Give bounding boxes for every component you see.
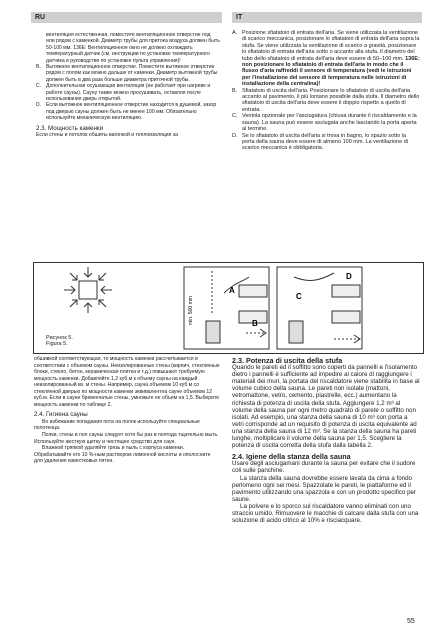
it-item-a-bold: 136E: non posizionare lo sfiatatoio di entrata dell'aria in modo che il flusso d'aria raffreddi il sensore di temperatura (vedi le istruzioni per l'installazione del sensore di temperatura nelle istruzioni di installazione della centralina)!	[242, 55, 420, 88]
it-bottom-p4: La polvere e lo sporco sul riscaldatore vanno eliminati con uno straccio umido. Rimuovere le macchie di calcare dalla stufa con una soluzione di acido citrico al 10% e risciacquare.	[232, 502, 419, 525]
ru-item-d-text: Если вытяжное вентиляционное отверстие находится в душевой, зазор под дверью сауны должен быть не менее 100 мм. Обязательно используйте механическую вентиляцию.	[46, 102, 217, 122]
ru-section-title: 2.3. Мощность каменки	[36, 124, 104, 132]
ru-bottom-p1: обшивкой соответствующая, то мощность каменки рассчитывается в соответствии с объемом сауны. Неизолированные стены (кирпич, стеклянные блоки, стекло, бетон, керамическая плитка и т.д.) повышают требуемую мощность каменки. Добавляйте 1,2 куб.м к объему сауны на каждый неизолированный кв. м стены. Например, сауна объемом 10 куб.м со стеклянной дверью по мощности каменки эквивалентна сауне объемом 12 куб.м. Если в сауне бревенчатые стены, умножьте ее объем на 1,5. Выберите мощность каменки по таблице 2.	[34, 356, 220, 408]
it-letter-d: D.	[232, 132, 238, 139]
ru-bottom-p3: Полки, стены и пол сауны следует хотя бы раз в полгода тщательно мыть. Используйте жесткую щетку и чистящее средство для саун.	[34, 432, 219, 445]
ru-letter-c: C.	[36, 83, 42, 90]
label-a: A	[229, 286, 235, 295]
it-power-title: 2.3. Potenza di uscita della stufa	[232, 356, 343, 365]
header-bar-ru	[31, 12, 222, 23]
ru-letter-b: B.	[36, 64, 41, 71]
figure-5	[33, 262, 424, 354]
ru-top-column	[36, 32, 220, 139]
ru-bottom-p4: Влажной тряпкой удаляйте грязь и пыль с корпуса каменки. Обрабатывайте его 10 %-ным раствором лимонной кислоты и ополосните для удаления известковых пятен.	[34, 445, 211, 465]
label-d: D	[346, 272, 352, 281]
header-bar-it	[232, 12, 422, 23]
label-c: C	[296, 292, 302, 301]
ru-hygiene-title: 2.4. Гигиена сауны	[34, 411, 88, 419]
figure-caption	[46, 335, 73, 348]
label-b: B	[252, 319, 258, 328]
it-bottom-p2: Usare degli asciugamani durante la sauna per evitare che il sudore coli sulle panchine.	[232, 460, 416, 475]
it-bottom-column	[232, 357, 420, 524]
airflow-icon	[64, 267, 112, 313]
sauna-room-left	[184, 267, 269, 349]
it-letter-b: B.	[232, 87, 238, 94]
figure-caption-it: Figura 5.	[46, 341, 68, 348]
lang-label-ru: RU	[35, 14, 46, 21]
it-top-column	[232, 30, 420, 152]
it-item-c-text: Ventola opzionale per l'asciugatura (chiusa durante il riscaldamento e la sauna). La sauna può essere asciugata anche lasciando la porta aperta al termine.	[242, 113, 417, 133]
page-number: 55	[407, 618, 415, 625]
ru-bottom-column	[34, 356, 220, 465]
ventilation-diagram	[34, 263, 423, 353]
it-item-d-text: Se lo sfiatatoio di uscita dell'aria si trova in bagno, lo spazio sotto la porta della sauna deve essere di almeno 100 mm. La ventilazione di scarico meccanica è obbligatoria.	[242, 132, 409, 152]
it-item-b-text: Sfiatatoio di uscita dell'aria. Posizionare lo sfiatatoio di uscita dell'aria accanto al pavimento, il più lontano possibile dalla stufa. Il diametro dello sfiatatoio di uscita dell'aria deve essere il doppio rispetto a quello di entrata.	[242, 87, 420, 113]
figure-caption-ru: Рисунок 5.	[46, 335, 73, 341]
ru-item-a-text: вентиляция естественная, поместите вентиляционное отверстие под или рядом с каменкой. Диаметр трубы для притока воздуха должен быть 50-100 мм. 136E: Вентиляционное окно не должно охлаждать температурный датчик (см. инструкции по установке температурного датчика в руководстве по установке пульта управления)!	[46, 32, 220, 64]
ru-bottom-p2: Во избежание попадания пота на полок используйте специальные полотенца.	[34, 418, 200, 432]
it-bottom-p3: La stanza della sauna dovrebbe essere lavata da cima a fondo perlomeno ogni sei mesi. Spazzolate le pareti, le piattaforme ed il pavimento utilizzando una spazzola e con un prodotto specifico per saune.	[232, 474, 417, 503]
it-bottom-p1: Quando le pareti ed il soffitto sono coperti da pannelli e l'isolamento dietro i pannelli è sufficiente ad impedire al calore di raggiungere i materiali dei muri, la portata del riscaldatore viene stabilita in base al volume cubico della sauna. Le pareti non isolate (mattoni, vetromattone, vetro, cemento, piastrelle, ecc.) aumentano la richiesta di potenza di uscita della stufa. Aggiungere 1,2 m³ al volume della sauna per ogni metro quadrato di parete o soffitto non isolati. Ad esempio, una stanza della sauna di 10 m³ con porta a vetri corrisponde ad un requisito di potenza di uscita equivalente ad una stanza della sauna di 12 m³. Se la stanza della sauna ha pareti lunghe, moltiplicare il volume della sauna per 1,5. Scegliere la potenza di uscita corretta della stufa dalla tabella 2.	[232, 364, 420, 450]
ru-letter-d: D.	[36, 102, 42, 109]
ru-item-c-text: Дополнительная осушающая вентиляция (не работает при нагреве и работе сауны). Сауну также можно просушивать, оставляя после использования дверь открытой.	[46, 83, 211, 103]
lang-label-it: IT	[236, 14, 243, 21]
it-letter-a: A.	[232, 30, 238, 36]
ru-item-b-text: Вытяжное вентиляционное отверстие. Поместите вытяжное отверстие рядом с полом как можно дальше от каменки. Диаметр вытяжной трубы должен быть в два раза больше диаметра приточной трубы.	[46, 64, 218, 83]
it-letter-c: C.	[232, 113, 238, 120]
it-item-a-text: Posizione sfiatatoio di entrata dell'aria. Se viene utilizzata la ventilazione di scarico meccanica, posizionare lo sfiatatoio di entrata dell'aria sopra la stufa. Se viene utilizzata la ventilazione di scarico a gravità, posizionare lo sfiatatoio di entrata dell'aria sotto o accanto alla stufa. Il diametro del tubo dello sfiatatoio di entrata dell'aria deve essere di 50–100 mm.	[242, 30, 420, 62]
ru-section-text: Если стены и потолок обшиты вагонкой и теплоизоляция за	[36, 132, 178, 139]
it-hygiene-title: 2.4. Igiene della stanza della sauna	[232, 452, 351, 462]
dimension-label: min. 500 mm	[188, 296, 194, 325]
